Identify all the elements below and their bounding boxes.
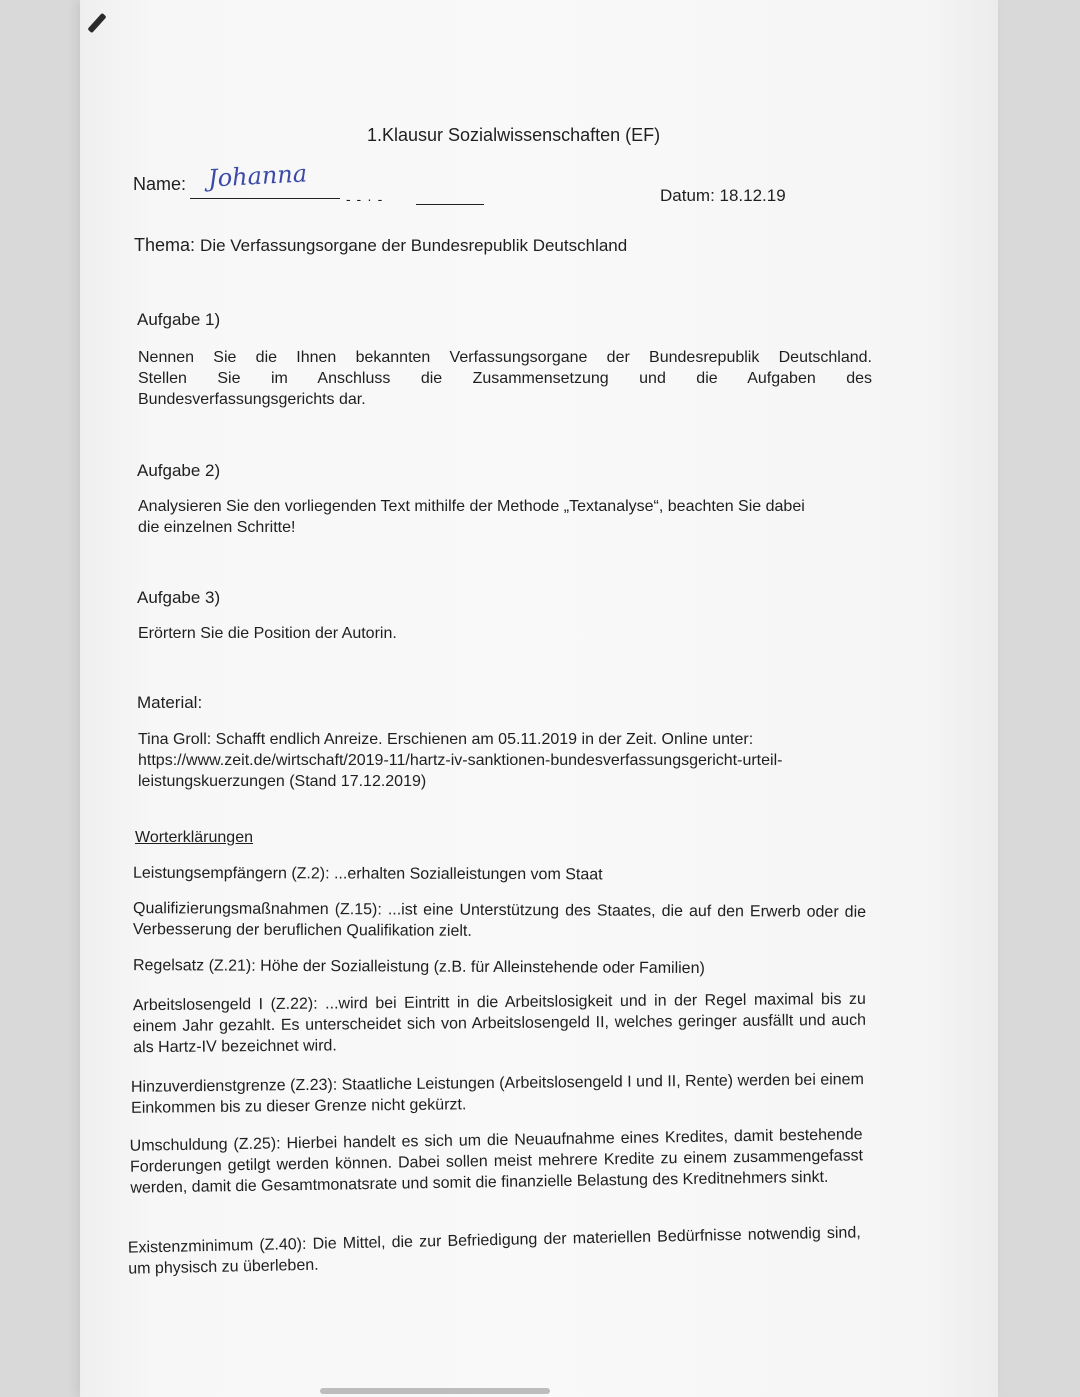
material-line-3: leistungskuerzungen (Stand 17.12.2019) [138, 773, 427, 790]
task-1-line-1: Nennen Sie die Ihnen bekannten Verfassungsorgane der Bundesrepublik Deutschland. [138, 349, 872, 366]
task-1-text [138, 347, 872, 410]
task-2-text [138, 496, 872, 538]
task-2-line-1: Analysieren Sie den vorliegenden Text mithilfe der Methode „Textanalyse“, beachten Sie dabei [138, 498, 805, 515]
material-line-1: Tina Groll: Schafft endlich Anreize. Erschienen am 05.11.2019 in der Zeit. Online unter: [138, 731, 754, 748]
task-1-heading: Aufgabe 1) [137, 310, 221, 329]
task-2-line-2: die einzelnen Schritte! [138, 519, 296, 536]
handwritten-name: Johanna [207, 159, 308, 193]
task-3-text [138, 623, 872, 644]
exam-theme [134, 234, 627, 257]
glossary-entry: Regelsatz (Z.21): Höhe der Sozialleistung (z.B. für Alleinstehende oder Familien) [132, 957, 705, 978]
name-underline [190, 198, 340, 199]
glossary-entry: Hinzuverdienstgrenze (Z.23): Staatliche Leistungen (Arbeitslosengeld I und II, Rente) werden bei einem Einkommen bis zu dieser Grenze nicht gekürzt. [130, 1071, 864, 1117]
exam-date: Datum: 18.12.19 [660, 186, 786, 205]
glossary-entry: Leistungsempfängern (Z.2): ...erhalten Sozialleistungen vom Staat [132, 864, 603, 884]
name-dots: - - · - [346, 191, 384, 207]
glossary-entry: Existenzminimum (Z.40): Die Mittel, die zur Befriedigung der materiellen Bedürfnisse notwendig sind, um physisch zu überleben. [127, 1224, 861, 1278]
exam-title: 1.Klausur Sozialwissenschaften (EF) [367, 125, 661, 145]
task-1-line-3: Bundesverfassungsgerichts dar. [138, 391, 366, 408]
task-2-heading: Aufgabe 2) [137, 461, 221, 480]
glossary-entry: Umschuldung (Z.25): Hierbei handelt es sich um die Neuaufnahme eines Kredites, damit bestehende Forderungen getilgt werden können. Dabei sollen meist mehrere Kredite zu einem zusammengefasst werden, damit die Gesamtmonatsrate und somit die finanzielle Belastung des Kreditnehmers sinkt. [129, 1126, 864, 1197]
task-3-line-1: Erörtern Sie die Position der Autorin. [138, 625, 397, 642]
material-heading: Material: [137, 693, 203, 712]
glossary-entry: Qualifizierungsmaßnahmen (Z.15): ...ist eine Unterstützung des Staates, die auf den Erwerb oder die Verbesserung der beruflichen Qualifikation zielt. [132, 900, 867, 940]
glossary-entry: Arbeitslosengeld I (Z.22): ...wird bei Eintritt in die Arbeitslosigkeit und in der Regel maximal bis zu einem Jahr gezahlt. Es unterscheidet sich von Arbeitslosengeld II, welches geringer ausfällt und auch als Hartz-IV bezeichnet wird. [132, 990, 867, 1057]
material-source [138, 729, 872, 792]
blank-underline [416, 204, 484, 205]
material-line-2: https://www.zeit.de/wirtschaft/2019-11/hartz-iv-sanktionen-bundesverfassungsgericht-urteil- [138, 752, 783, 769]
theme-label: Thema: [134, 235, 196, 255]
theme-text: Die Verfassungsorgane der Bundesrepublik Deutschland [200, 236, 628, 255]
task-1-line-2: Stellen Sie im Anschluss die Zusammensetzung und die Aufgaben des [138, 370, 872, 387]
name-label: Name: [133, 174, 187, 194]
scan-edge-mark [320, 1388, 550, 1394]
task-3-heading: Aufgabe 3) [137, 588, 221, 607]
glossary-heading: Worterklärungen [135, 829, 253, 846]
